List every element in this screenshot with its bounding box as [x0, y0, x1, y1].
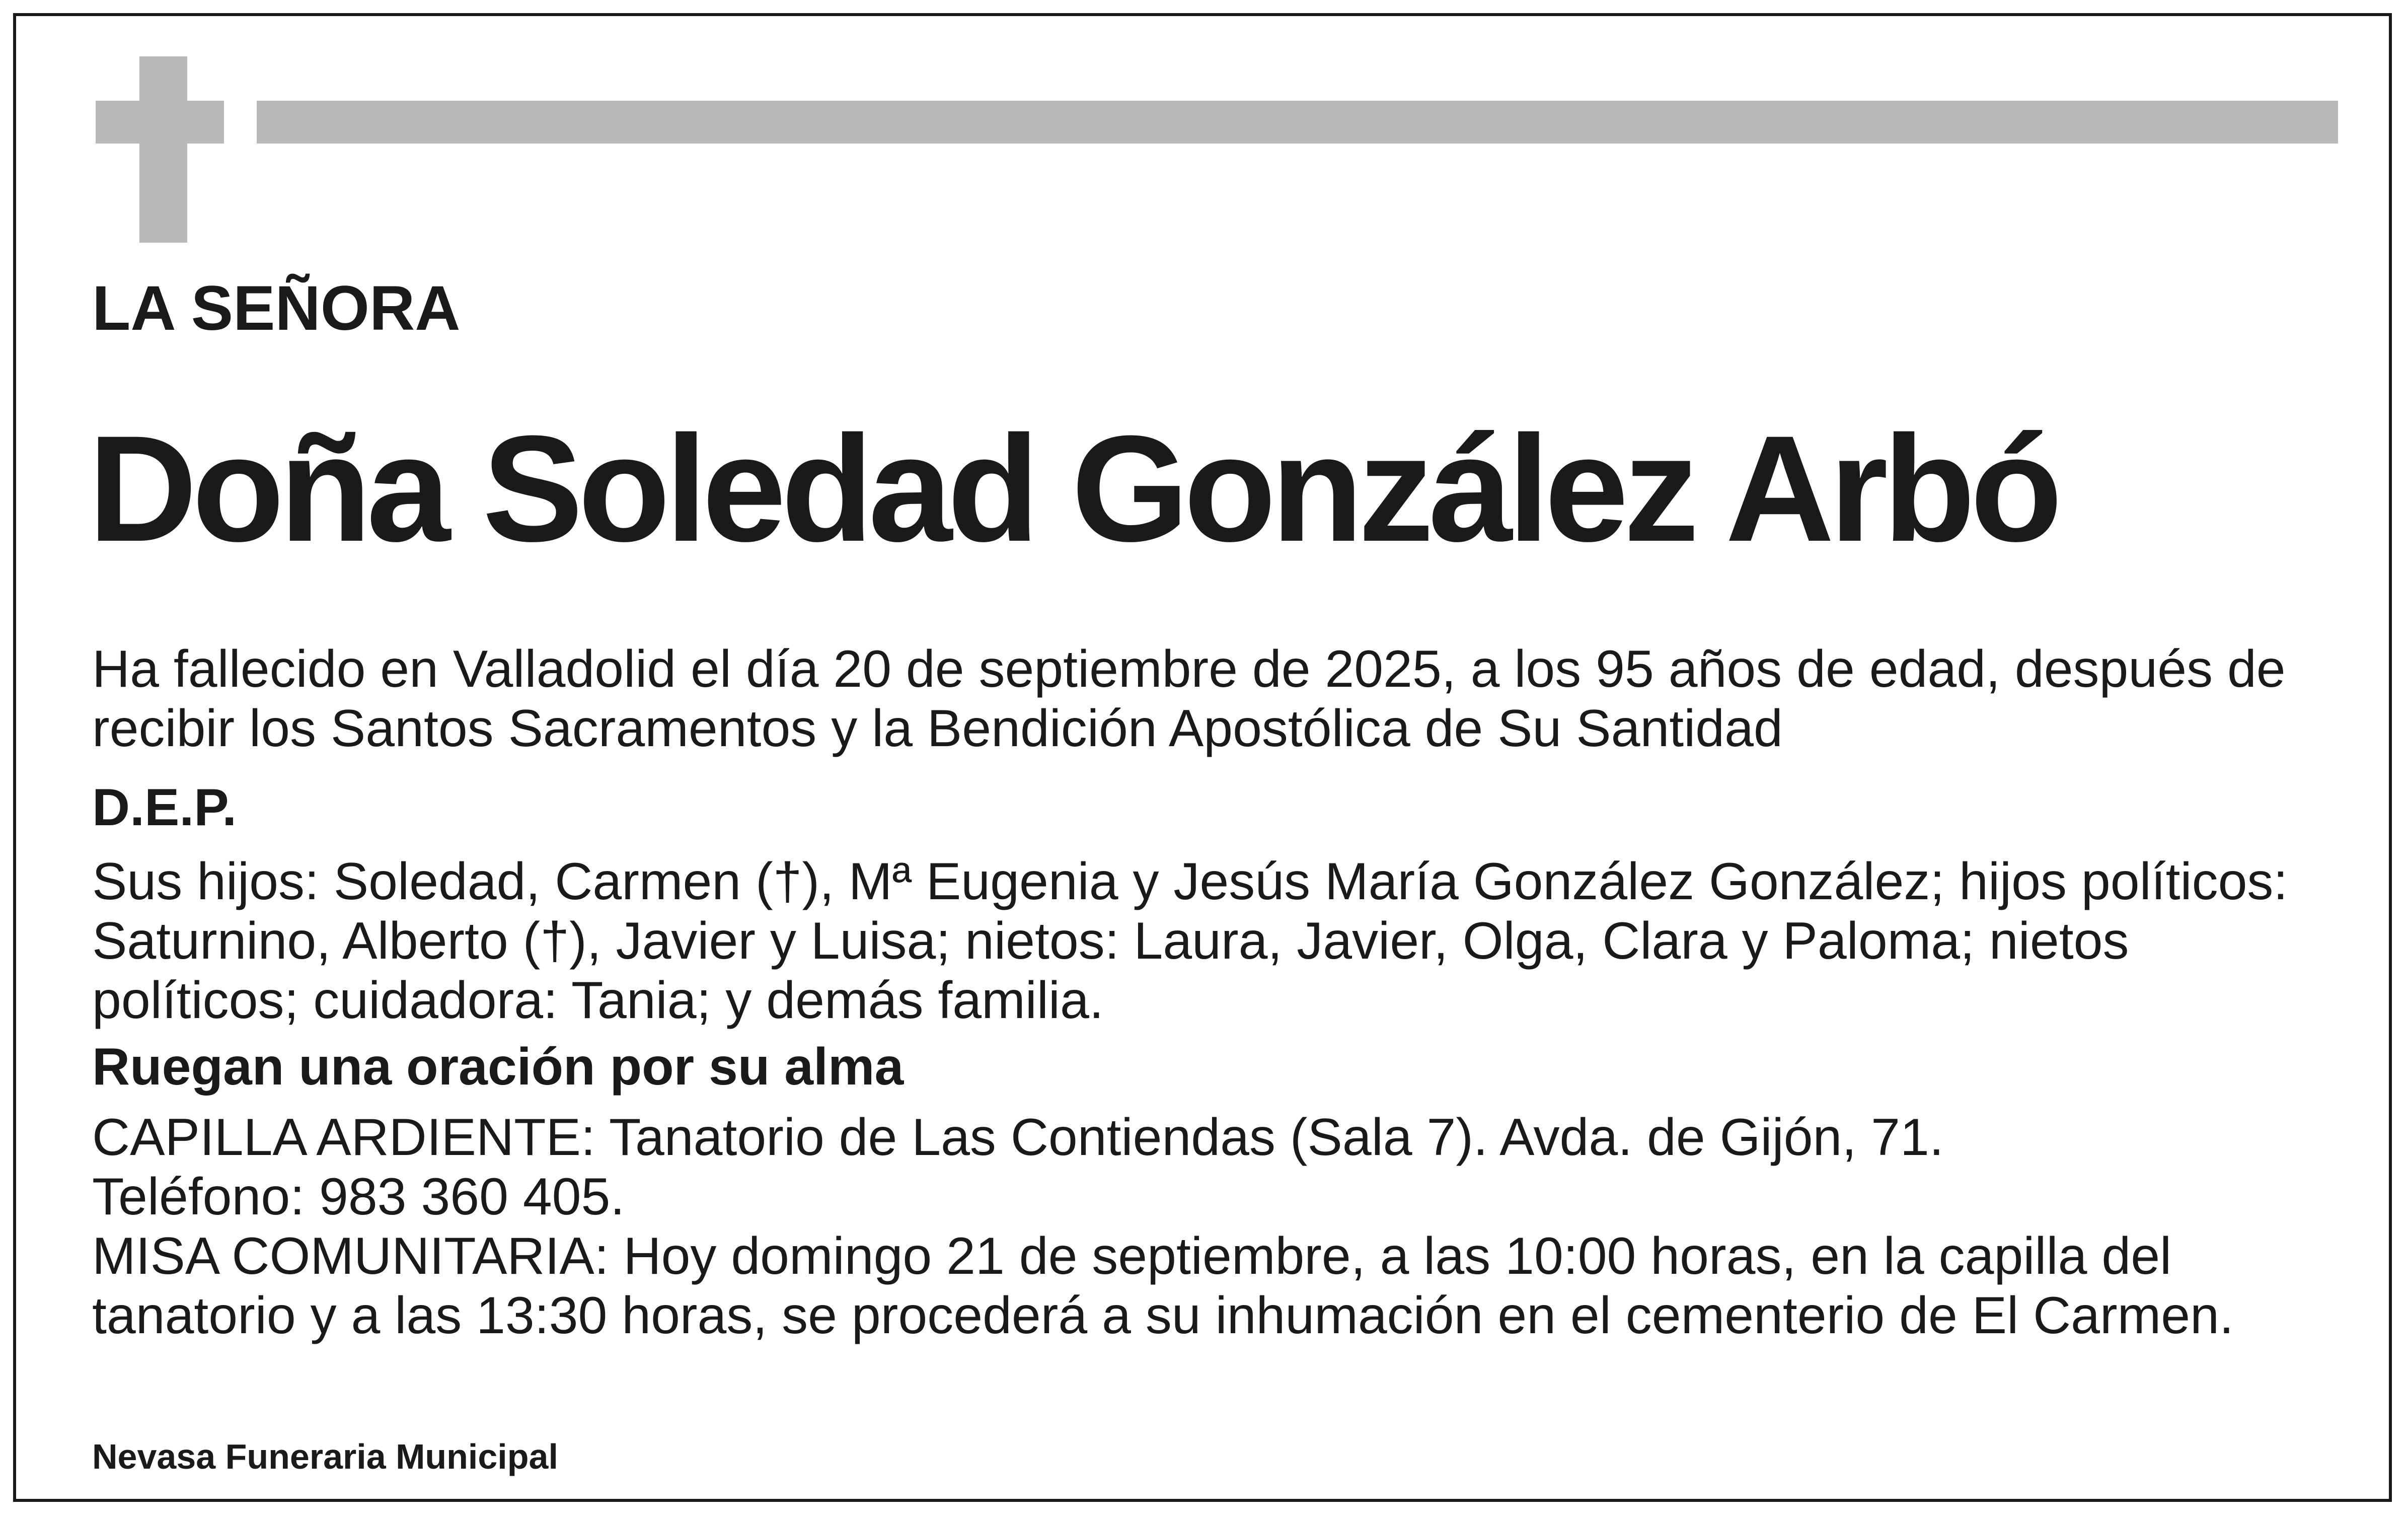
- cross-vertical-bar: [139, 56, 187, 243]
- phone-info: Teléfono: 983 360 405.: [92, 1168, 625, 1226]
- mass-info: MISA COMUNITARIA: Hoy domingo 21 de septiembre, a las 10:00 horas, en la capilla del tanatorio y a las 13:30 horas, se procederá a su inhumación en el cementerio de El Carmen.: [92, 1227, 2234, 1345]
- funeral-home: Nevasa Funeraria Municipal: [92, 1437, 558, 1476]
- family-list: Sus hijos: Soledad, Carmen (†), Mª Eugenia y Jesús María González González; hijos políticos: Saturnino, Alberto (†), Javier y Luisa; nietos: Laura, Javier, Olga, Clara y Paloma; nietos políticos; cuidadora: Tania; y demás familia.: [92, 852, 2288, 1030]
- rip-abbreviation: D.E.P.: [92, 778, 237, 837]
- header-rule: [257, 101, 2338, 143]
- cross-horizontal-bar: [96, 101, 224, 143]
- title-prefix: LA SEÑORA: [92, 273, 461, 343]
- death-announcement: Ha fallecido en Valladolid el día 20 de septiembre de 2025, a los 95 años de edad, después de recibir los Santos Sacramentos y la Bendición Apostólica de Su Santidad: [92, 640, 2286, 758]
- chapel-info: CAPILLA ARDIENTE: Tanatorio de Las Contiendas (Sala 7). Avda. de Gijón, 71.: [92, 1108, 1944, 1167]
- prayer-request: Ruegan una oración por su alma: [92, 1038, 904, 1096]
- deceased-name: Doña Soledad González Arbó: [88, 404, 2058, 573]
